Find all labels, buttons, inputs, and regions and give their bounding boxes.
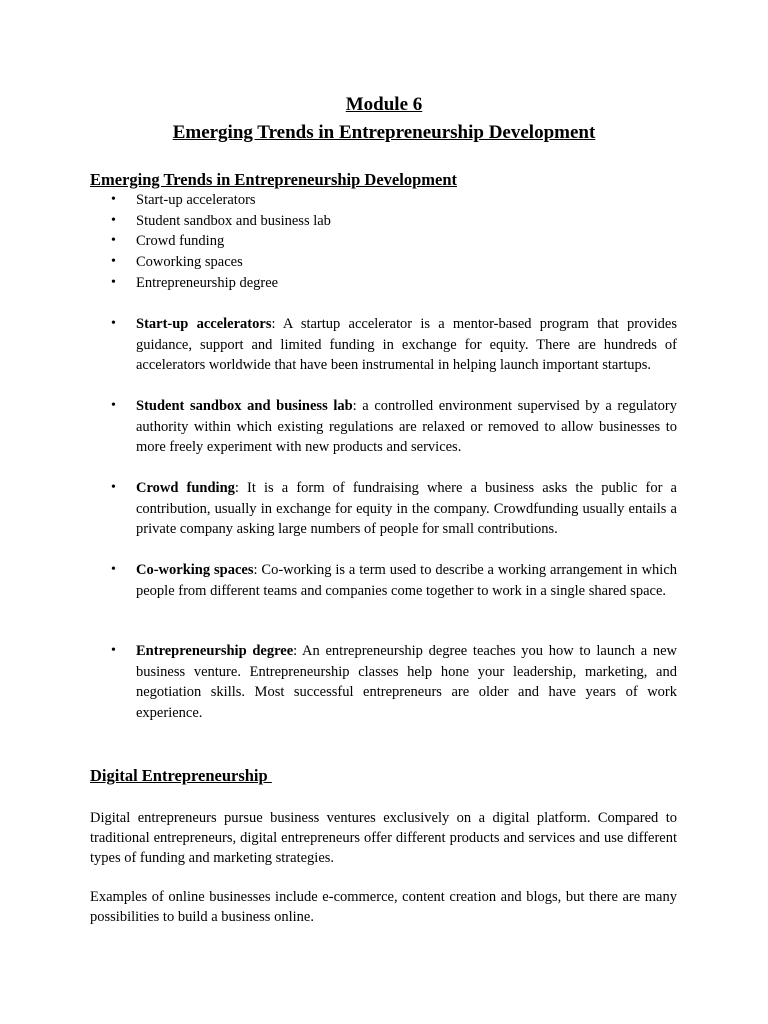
detail-entrepreneurship-degree [111, 641, 677, 723]
detail-term: Start-up accelerators [136, 316, 272, 332]
section-heading-emerging-trends: Emerging Trends in Entrepreneurship Development [90, 170, 457, 189]
detail-text: : An entrepreneurship degree teaches you how to launch a new business venture. Entrepreneurship classes help hone your leadership, marketing, and negotiation skills. Most successful entrepreneurs are older and have years of work experience. [136, 643, 677, 721]
list-item-label: Student sandbox and business lab [136, 212, 331, 229]
bullet-icon: • [111, 192, 116, 207]
detail-text: : It is a form of fundraising where a business asks the public for a contribution, usually in exchange for equity in the company. Crowdfunding usually entails a private company asking large numbers of people for small contributions. [136, 480, 677, 538]
bullet-icon: • [111, 316, 116, 331]
list-item [111, 231, 331, 252]
bullet-icon: • [111, 562, 116, 577]
detail-student-sandbox [111, 396, 677, 458]
main-title: Emerging Trends in Entrepreneurship Development [172, 122, 596, 143]
bullet-icon: • [111, 480, 116, 495]
bullet-icon: • [111, 274, 116, 290]
list-item [111, 190, 331, 211]
module-title: Module 6 [345, 94, 423, 115]
section-heading-digital-entrepreneurship: Digital Entrepreneurship [90, 766, 272, 785]
detail-term: Crowd funding [136, 480, 235, 496]
bullet-icon: • [111, 398, 116, 413]
list-item-label: Coworking spaces [136, 254, 243, 271]
paragraph: Digital entrepreneurs pursue business ventures exclusively on a digital platform. Compared to traditional entrepreneurs, digital entrepreneurs offer different products and services and use different types of funding and marketing strategies. [90, 810, 677, 866]
list-item-label: Entrepreneurship degree [136, 274, 279, 291]
bullet-icon: • [111, 233, 116, 249]
detail-term: Co-working spaces [136, 562, 254, 578]
list-item [111, 273, 331, 294]
list-item [111, 211, 331, 232]
detail-term: Entrepreneurship degree [136, 643, 294, 659]
detail-co-working-spaces [111, 560, 678, 601]
detail-start-up-accelerators [111, 314, 677, 376]
bullet-icon: • [111, 212, 116, 228]
detail-text: : A startup accelerator is a mentor-based program that provides guidance, support and limited funding in exchange for equity. There are hundreds of accelerators worldwide that have been instrumental in helping launch important startups. [136, 316, 677, 374]
detail-text: : Co-working is a term used to describe a working arrangement in which people from different teams and companies come together to work in a single shared space. [136, 562, 678, 599]
paragraph: Examples of online businesses include e-commerce, content creation and blogs, but there are many possibilities to build a business online. [90, 889, 677, 925]
list-item-label: Start-up accelerators [136, 192, 256, 208]
detail-text: : a controlled environment supervised by a regulatory authority within which existing regulations are relaxed or removed to allow businesses to more freely experiment with new products and services. [136, 398, 677, 456]
detail-crowd-funding [111, 478, 677, 540]
list-item-label: Crowd funding [136, 233, 225, 250]
bullet-icon: • [111, 254, 116, 270]
bullet-icon: • [111, 643, 116, 658]
detail-term: Student sandbox and business lab [136, 398, 353, 414]
trend-list [111, 190, 331, 294]
list-item [111, 252, 331, 273]
